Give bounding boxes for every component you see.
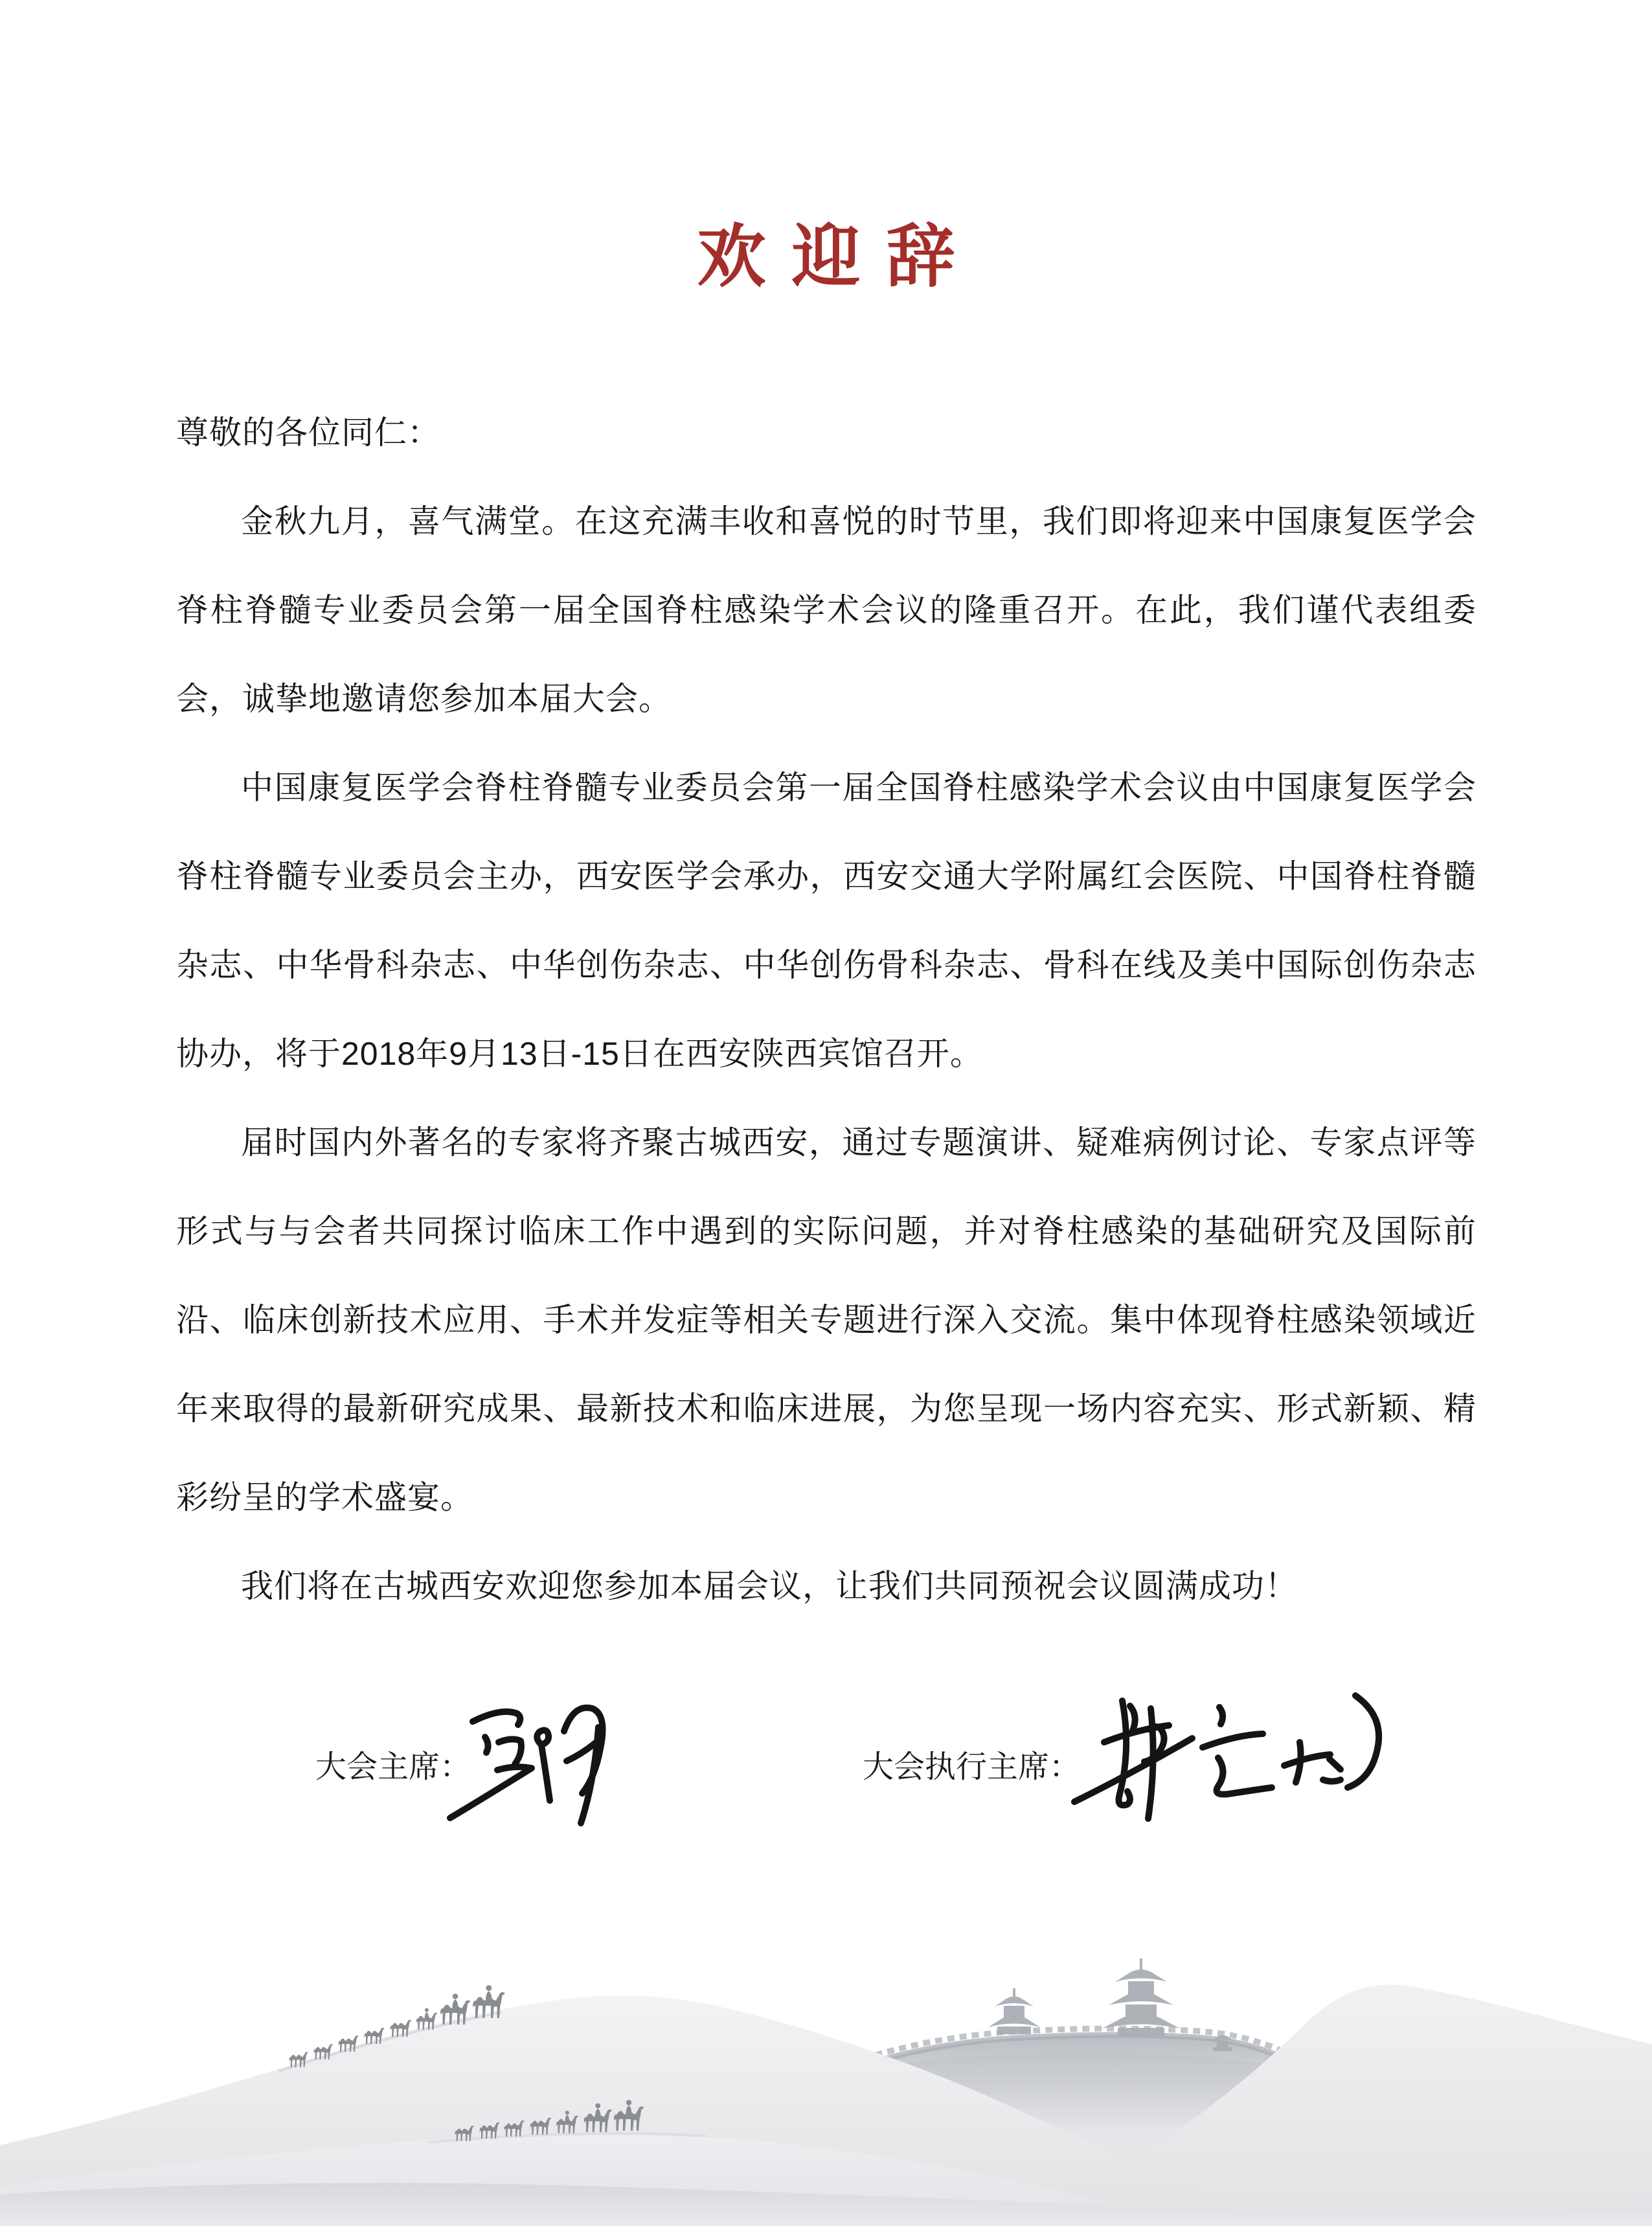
signature-stroke	[1217, 1758, 1272, 1795]
chairman-label: 大会主席：	[315, 1750, 471, 1784]
paragraph-3: 届时国内外著名的专家将齐聚古城西安，通过专题演讲、疑难病例讨论、专家点评等形式与与会者共同探讨临床工作中遇到的实际问题，并对脊柱感染的基础研究及国际前沿、临床创新技术应用、手术并发症等相关专题进行深入交流。集中体现脊柱感染领域近年来取得的最新研究成果、最新技术和临床进展，为您呈现一场内容充实、形式新颖、精彩纷呈的学术盛宴。	[176, 1124, 1477, 1516]
signature-stroke	[1323, 1780, 1341, 1782]
signature-stroke	[581, 1727, 598, 1823]
paragraph-1: 金秋九月，喜气满堂。在这充满丰收和喜悦的时节里，我们即将迎来中国康复医学会脊柱脊髓专业委员会第一届全国脊柱感染学术会议的隆重召开。在此，我们谨代表组委会，诚挚地邀请您参加本届大会。	[176, 503, 1477, 717]
salutation: 尊敬的各位同仁：	[176, 415, 440, 451]
letter-body	[176, 389, 1477, 1631]
footer-artwork	[0, 1904, 1652, 2226]
signature-stroke	[537, 1731, 550, 1800]
signature-stroke	[1348, 1696, 1379, 1788]
page-title: 欢迎辞	[697, 219, 981, 295]
tall-pagoda-tower	[1102, 1959, 1180, 2036]
signature-stroke	[473, 1712, 520, 1725]
signature-stroke	[1119, 1701, 1131, 1805]
executive-chairman-signature	[1065, 1632, 1389, 1826]
chairman-signature	[437, 1664, 657, 1859]
signature-stroke	[499, 1739, 521, 1764]
executive-chairman-label: 大会执行主席：	[863, 1750, 1081, 1784]
signature-stroke	[1203, 1734, 1263, 1747]
paragraph-2: 中国康复医学会脊柱脊髓专业委员会第一届全国脊柱感染学术会议由中国康复医学会脊柱脊髓专业委员会主办，西安医学会承办，西安交通大学附属红会医院、中国脊柱脊髓杂志、中华骨科杂志、中华创伤杂志、中华创伤骨科杂志、骨科在线及美中国际创伤杂志协办，将于2018年9月13日-15日在西安陕西宾馆召开。	[176, 769, 1477, 1072]
signature-stroke	[1130, 1706, 1135, 1731]
signature-stroke	[1074, 1738, 1192, 1802]
signature-stroke	[1284, 1755, 1330, 1766]
signature-stroke	[1219, 1707, 1223, 1724]
paragraph-4: 我们将在古城西安欢迎您参加本届会议，让我们共同预祝会议圆满成功！	[241, 1568, 1298, 1604]
signature-stroke	[1330, 1759, 1341, 1769]
signature-stroke	[450, 1768, 532, 1818]
middle-pagoda-tower	[988, 1988, 1040, 2034]
signature-stroke	[485, 1737, 488, 1753]
